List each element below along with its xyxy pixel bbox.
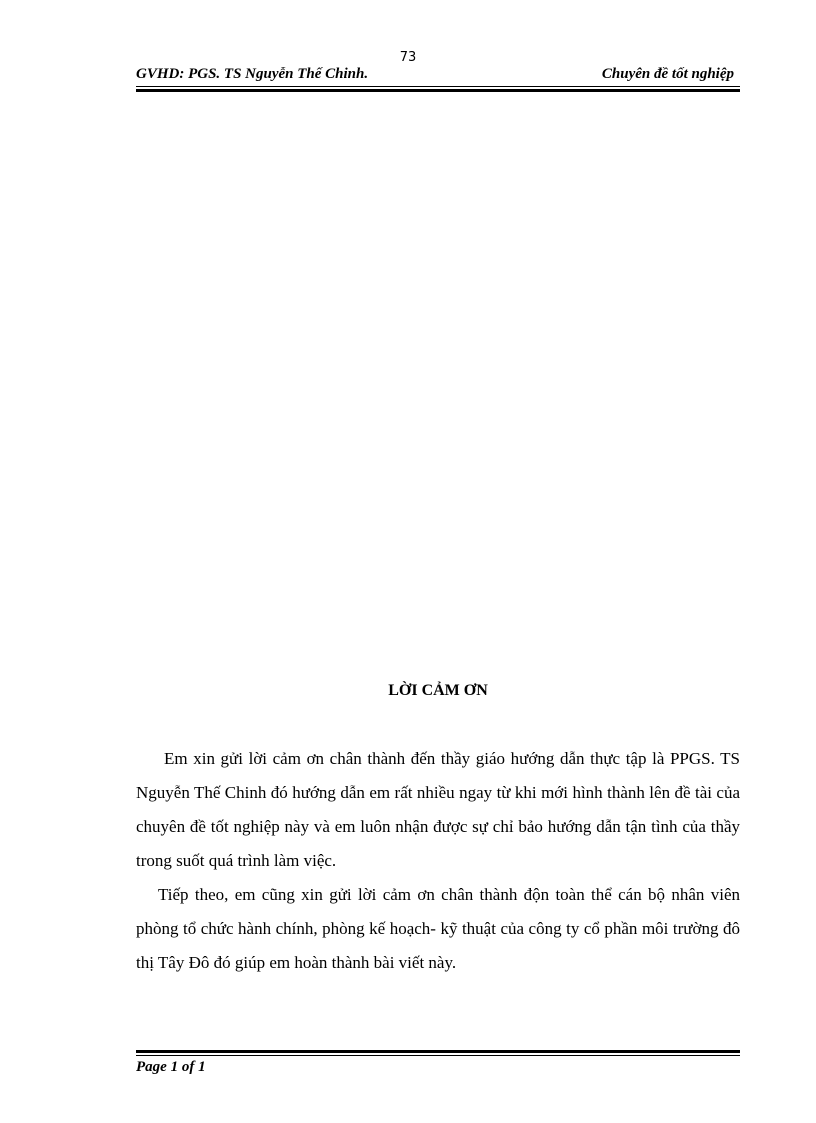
body-text	[136, 742, 740, 980]
page-header	[136, 66, 740, 86]
footer-rule-thin	[136, 1055, 740, 1056]
header-rule-thin	[136, 86, 740, 87]
page-footer: Page 1 of 1	[136, 1059, 206, 1075]
paragraph: Em xin gửi lời cảm ơn chân thành đến thầy giáo hướng dẫn thực tập là PPGS. TS Nguyễn Thế Chinh đó hướng dẫn em rất nhiều ngay từ khi mới hình thành lên đề tài của chuyên đề tốt nghiệp này và em luôn nhận được sự chỉ bảo hướng dẫn tận tình của thầy trong suốt quá trình làm việc.	[136, 749, 740, 870]
paragraph: Tiếp theo, em cũng xin gửi lời cảm ơn chân thành độn toàn thể cán bộ nhân viên phòng tổ chức hành chính, phòng kế hoạch- kỹ thuật của công ty cổ phần môi trường đô thị Tây Đô đó giúp em hoàn thành bài viết này.	[136, 885, 740, 972]
header-document-type: Chuyên đề tốt nghiệp	[601, 66, 734, 82]
header-advisor: GVHD: PGS. TS Nguyễn Thế Chinh.	[136, 66, 369, 82]
section-title: LỜI CẢM ƠN	[388, 682, 488, 699]
footer-rule-thick	[136, 1050, 740, 1053]
page-number: 73	[399, 50, 417, 65]
header-rule-thick	[136, 89, 740, 92]
